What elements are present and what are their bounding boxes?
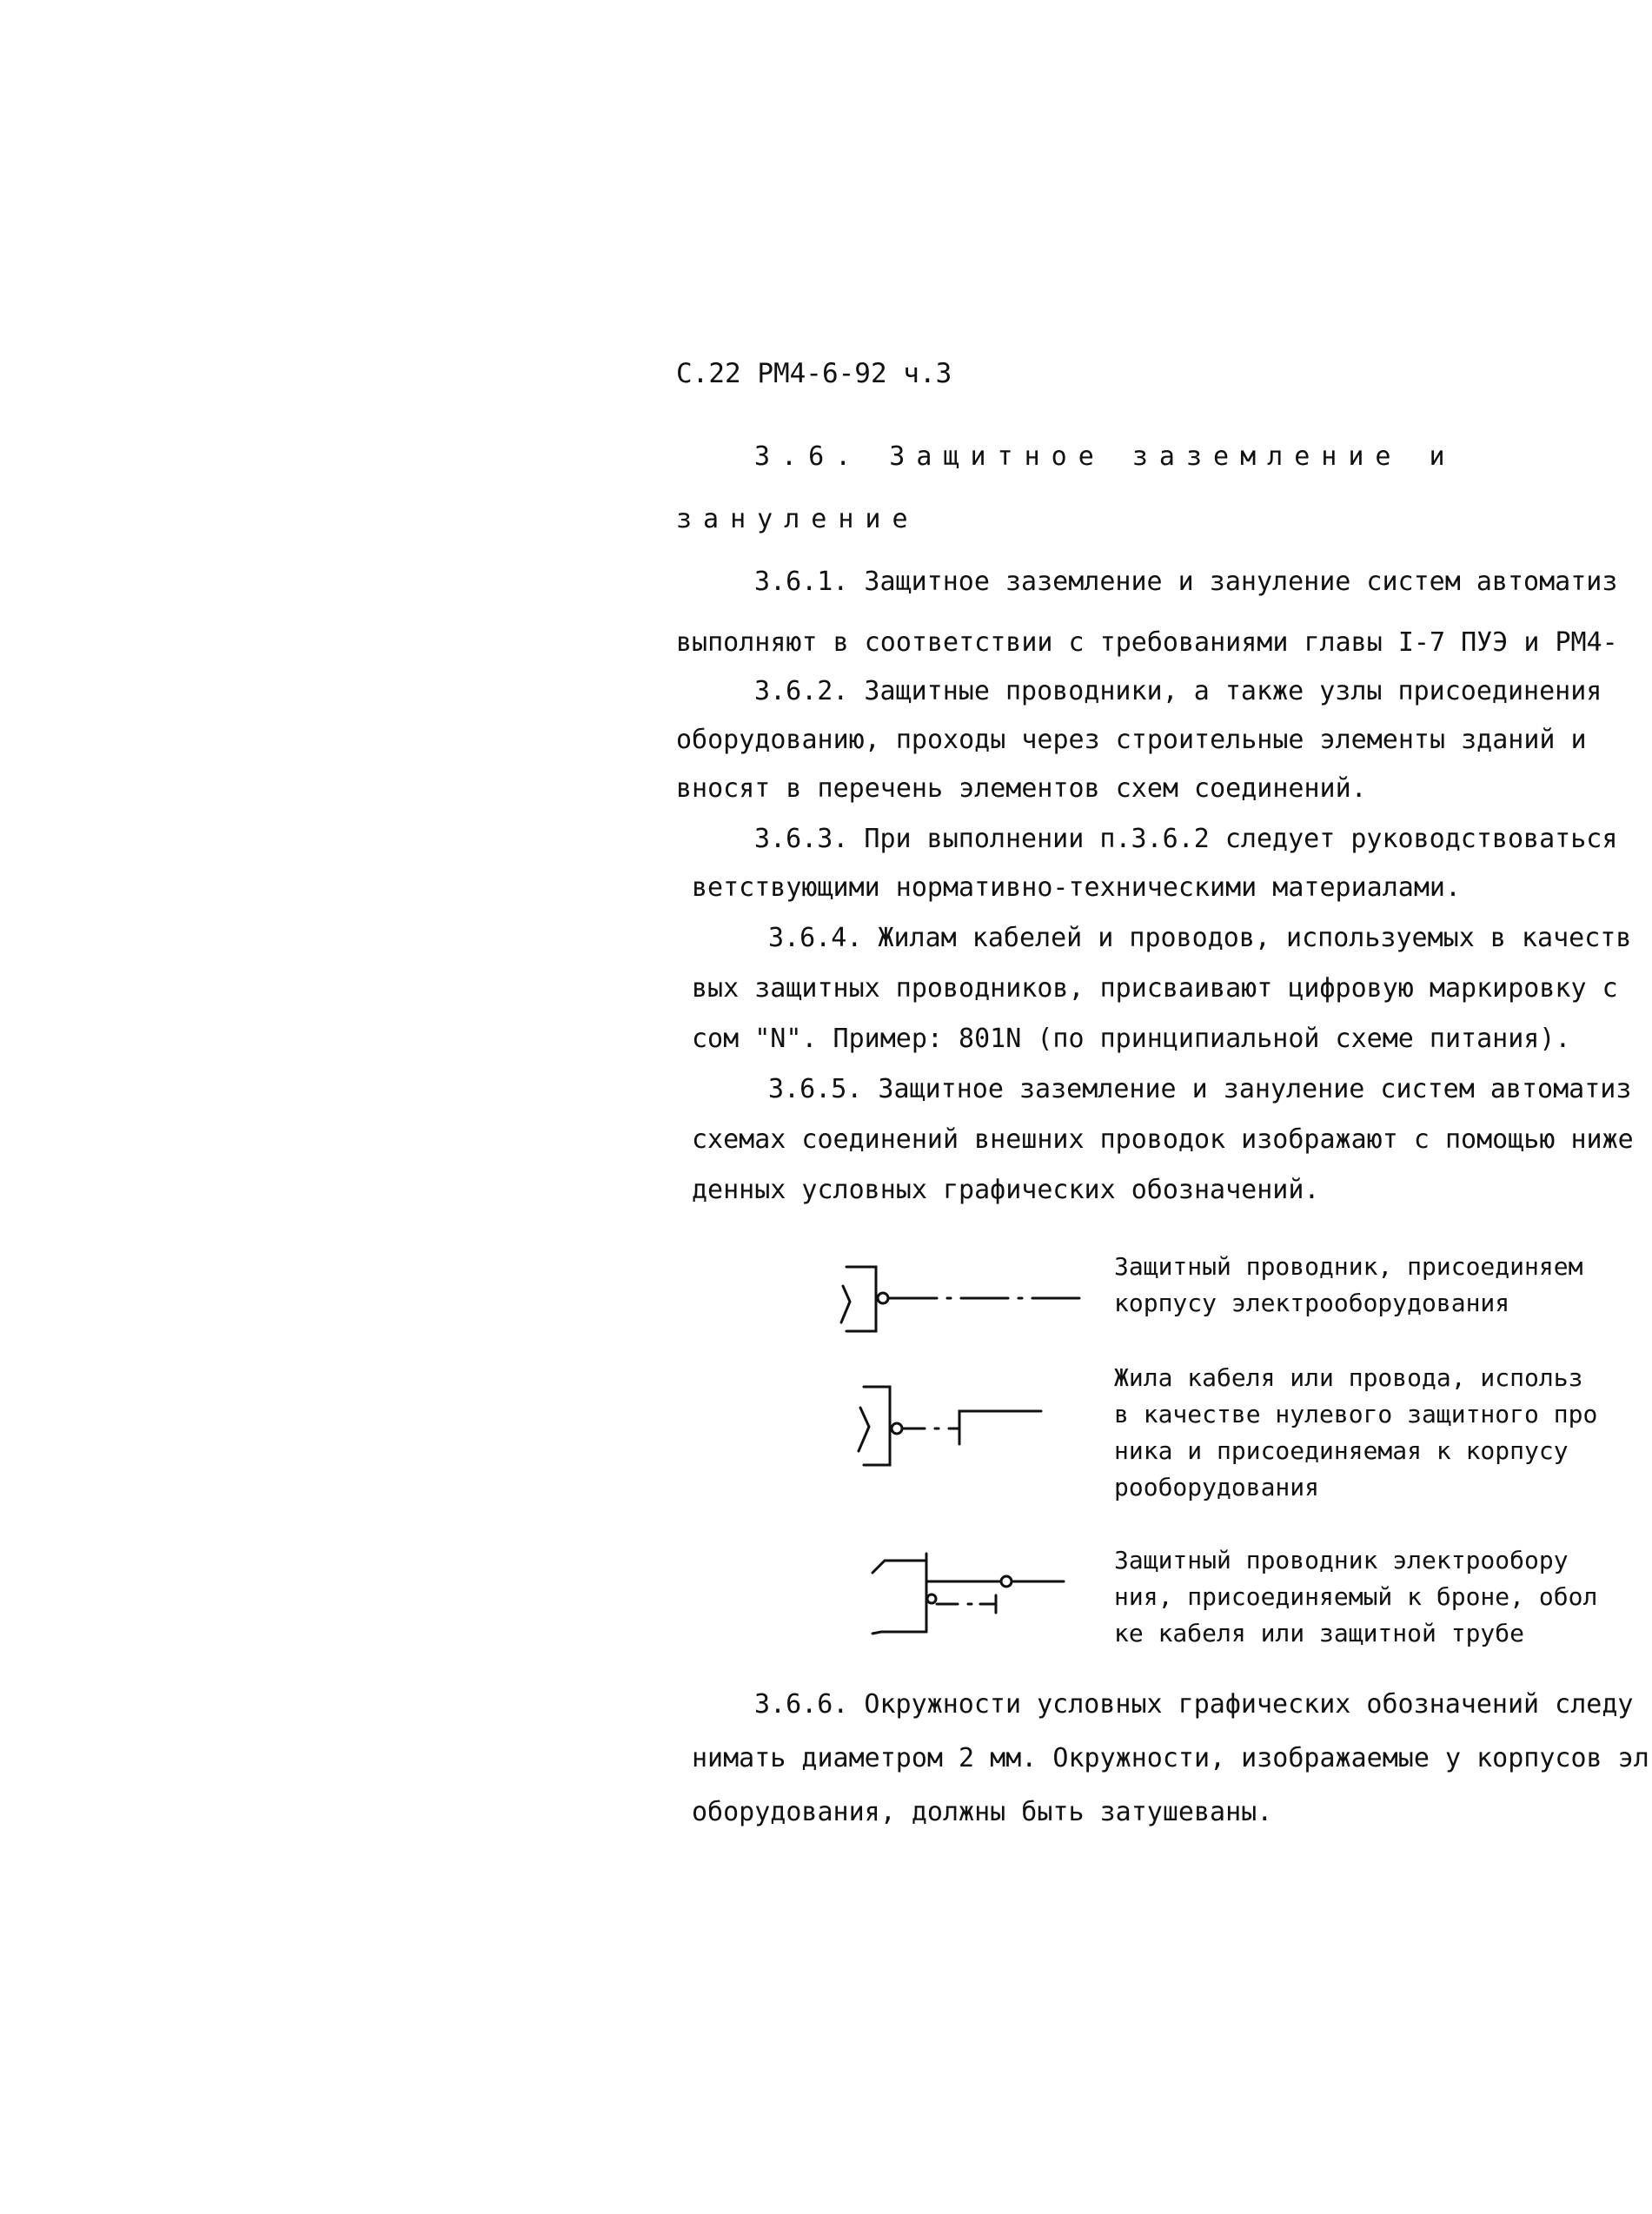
paragraph-3-6-5-line-1: 3.6.5. Защитное заземление и зануление систем автоматиз — [768, 1074, 1632, 1104]
legend-3-line-3: ке кабеля или защитной трубе — [1114, 1619, 1525, 1647]
paragraph-3-6-2-line-1: 3.6.2. Защитные проводники, а также узлы присоединения — [754, 676, 1602, 706]
paragraph-3-6-5-line-2: схемах соединений внешних проводок изображают с помощью ниже — [692, 1124, 1634, 1155]
conductor-to-armor-sheath-symbol — [869, 1550, 1078, 1646]
section-title-line-2: зануление — [676, 504, 919, 534]
paragraph-3-6-4-line-3: сом "N". Пример: 801N (по принципиальной схеме питания). — [692, 1024, 1571, 1054]
paragraph-3-6-2-line-2: оборудованию, проходы через строительные элементы зданий и — [676, 725, 1587, 755]
protective-conductor-to-housing-symbol — [834, 1260, 1086, 1338]
paragraph-3-6-6-line-1: 3.6.6. Окружности условных графических обозначений следу — [754, 1689, 1634, 1720]
legend-3-line-1: Защитный проводник электрообору — [1114, 1546, 1569, 1574]
paragraph-3-6-6-line-2: нимать диаметром 2 мм. Окружности, изображаемые у корпусов эл — [692, 1743, 1649, 1773]
paragraph-3-6-6-line-3: оборудования, должны быть затушеваны. — [692, 1797, 1273, 1827]
paragraph-3-6-3-line-2: ветствующими нормативно-техническими материалами. — [692, 872, 1462, 903]
paragraph-3-6-1-line-1: 3.6.1. Защитное заземление и зануление систем автоматиз — [754, 567, 1618, 597]
legend-2-line-1: Жила кабеля или провода, использ — [1114, 1363, 1583, 1392]
paragraph-3-6-5-line-3: денных условных графических обозначений. — [692, 1175, 1320, 1205]
legend-2-line-4: рооборудования — [1114, 1473, 1320, 1501]
legend-1-line-2: корпусу электрооборудования — [1114, 1289, 1510, 1317]
paragraph-3-6-3-line-1: 3.6.3. При выполнении п.3.6.2 следует руководствоваться — [754, 824, 1618, 854]
paragraph-3-6-1-line-2: выполняют в соответствии с требованиями главы I-7 ПУЭ и РМ4- — [676, 627, 1618, 658]
legend-2-line-2: в качестве нулевого защитного про — [1114, 1400, 1598, 1428]
neutral-protective-core-symbol — [852, 1378, 1060, 1474]
paragraph-3-6-2-line-3: вносят в перечень элементов схем соединений. — [676, 773, 1367, 804]
paragraph-3-6-4-line-2: вых защитных проводников, присваивают цифровую маркировку с — [692, 973, 1618, 1004]
legend-1-line-1: Защитный проводник, присоединяем — [1114, 1252, 1583, 1281]
paragraph-3-6-4-line-1: 3.6.4. Жилам кабелей и проводов, используемых в качеств — [768, 923, 1632, 953]
page-header: С.22 РМ4-6-92 ч.3 — [676, 358, 952, 389]
legend-2-line-3: ника и присоединяемая к корпусу — [1114, 1436, 1569, 1465]
legend-3-line-2: ния, присоединяемый к броне, обол — [1114, 1582, 1598, 1611]
section-title-line-1: 3.6. Защитное заземление и — [754, 441, 1456, 472]
